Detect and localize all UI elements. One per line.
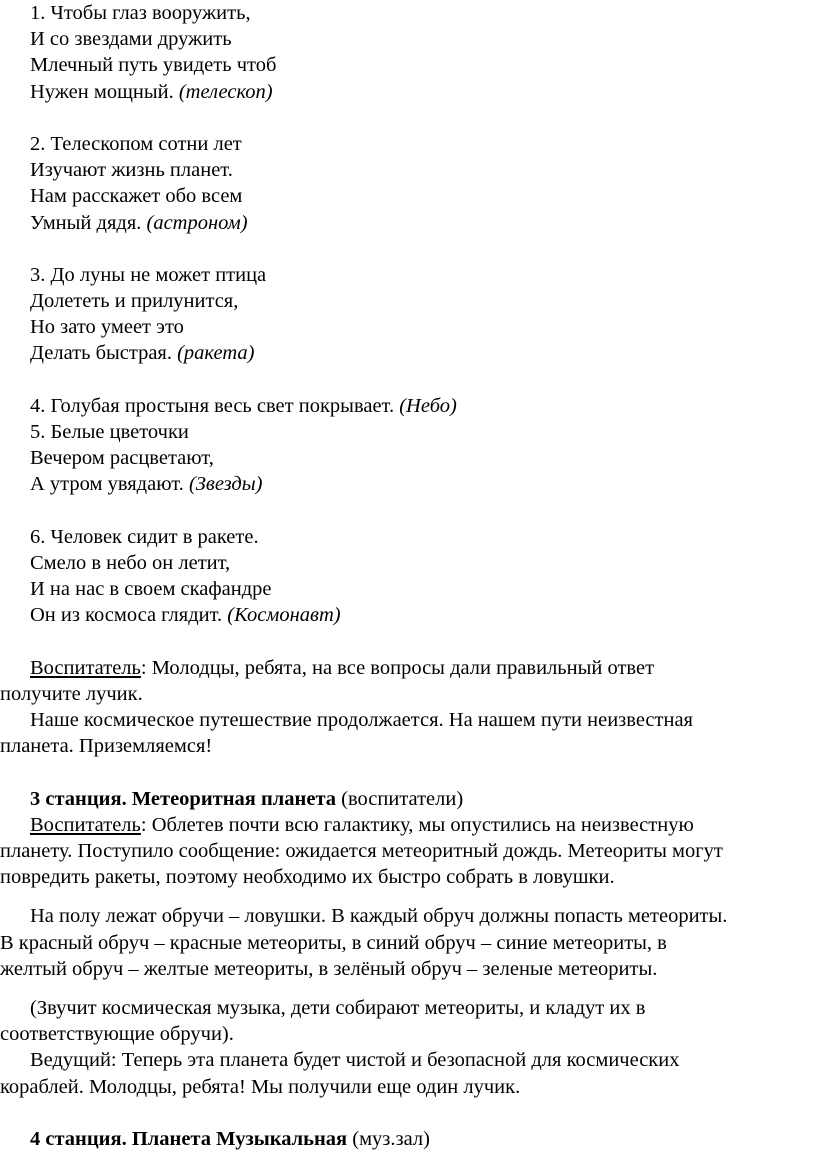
riddle-answer: (астроном) <box>146 211 248 234</box>
riddle-last: Делать быстрая. <box>30 342 172 365</box>
riddle-line: И со звездами дружить <box>30 28 232 51</box>
paragraph-text: планету. Поступило сообщение: ожидается метеоритный дождь. Метеориты могут <box>0 840 723 862</box>
paragraph-meteor-intro <box>0 812 800 891</box>
paragraph-text: соответствующие обручи). <box>0 1023 234 1046</box>
paragraph-text: Наше космическое путешествие продолжается. На нашем пути неизвестная <box>30 709 693 732</box>
riddle-answer: (Космонавт) <box>227 604 341 627</box>
riddle-4 <box>30 393 800 419</box>
paragraph-text: В красный обруч – красные метеориты, в синий обруч – синие метеориты, в <box>0 931 667 954</box>
riddle-line: Изучают жизнь планет. <box>30 159 233 182</box>
riddle-last: Он из космоса глядит. <box>30 604 223 627</box>
speaker-label: Воспитатель <box>30 813 141 836</box>
paragraph-text: : Облетев почти всю галактику, мы опустились на неизвестную <box>140 813 694 836</box>
paragraph-text: желтый обруч – желтые метеориты, в зелёный обруч – зеленые метеориты. <box>0 957 658 980</box>
riddle-2 <box>30 131 800 236</box>
riddle-line: Вечером расцветают, <box>30 447 214 470</box>
station-note: (муз.зал) <box>347 1127 430 1150</box>
station-title: 3 станция. Метеоритная планета <box>30 787 337 810</box>
station-3-heading <box>30 786 800 812</box>
paragraph-text: : Молодцы, ребята, на все вопросы дали правильный ответ <box>140 656 655 679</box>
riddle-line: 3. До луны не может птица <box>30 263 267 286</box>
riddle-line <box>30 210 800 236</box>
station-title: 4 станция. Планета Музыкальная <box>30 1127 348 1150</box>
riddle-line <box>30 471 800 497</box>
riddle-answer: (Небо) <box>399 394 457 417</box>
riddle-line: Млечный путь увидеть чтоб <box>30 54 277 77</box>
riddle-line: Но зато умеет это <box>30 316 184 339</box>
riddle-line: 6. Человек сидит в ракете. <box>30 525 259 548</box>
riddle-line <box>30 602 800 628</box>
riddle-line <box>30 393 800 419</box>
riddle-last: А утром увядают. <box>30 473 184 496</box>
paragraph-text: Ведущий: Теперь эта планета будет чистой и безопасной для космических <box>30 1049 680 1072</box>
riddle-6 <box>30 524 800 629</box>
station-4-heading <box>30 1126 800 1152</box>
riddle-line: И на нас в своем скафандре <box>30 578 272 601</box>
riddle-5 <box>30 419 800 498</box>
riddle-answer: (телескоп) <box>178 80 273 103</box>
riddle-line: Смело в небо он летит, <box>30 551 231 574</box>
riddle-line <box>30 340 800 366</box>
paragraph-text: повредить ракеты, поэтому необходимо их быстро собрать в ловушки. <box>0 866 615 889</box>
riddle-line <box>30 79 800 105</box>
riddle-line: Долететь и прилунится, <box>30 290 239 313</box>
paragraph-hoops <box>0 903 800 982</box>
riddle-last: Нужен мощный. <box>30 80 174 103</box>
riddle-answer: (ракета) <box>177 342 255 365</box>
riddle-line: Нам расскажет обо всем <box>30 185 243 208</box>
paragraph-journey <box>0 707 800 759</box>
riddle-last: Умный дядя. <box>30 211 142 234</box>
paragraph-praise <box>0 655 800 707</box>
speaker-label: Воспитатель <box>30 656 141 679</box>
paragraph-host <box>0 1047 800 1099</box>
riddle-answer: (Звезды) <box>188 473 263 496</box>
riddle-line: 1. Чтобы глаз вооружить, <box>30 2 251 24</box>
riddle-line: 2. Телескопом сотни лет <box>30 132 242 155</box>
station-note: (воспитатели) <box>336 787 464 810</box>
riddle-line: 5. Белые цветочки <box>30 421 189 443</box>
riddle-3 <box>30 262 800 367</box>
paragraph-music <box>0 995 800 1047</box>
riddle-1 <box>30 0 800 105</box>
paragraph-text: кораблей. Молодцы, ребята! Мы получили еще один лучик. <box>0 1075 521 1098</box>
paragraph-text: планета. Приземляемся! <box>0 735 213 758</box>
riddle-last: 4. Голубая простыня весь свет покрывает. <box>30 394 395 417</box>
paragraph-text: На полу лежат обручи – ловушки. В каждый обруч должны попасть метеориты. <box>30 905 728 928</box>
paragraph-text: (Звучит космическая музыка, дети собирают метеориты, и кладут их в <box>30 996 646 1019</box>
paragraph-text: получите лучик. <box>0 682 143 705</box>
